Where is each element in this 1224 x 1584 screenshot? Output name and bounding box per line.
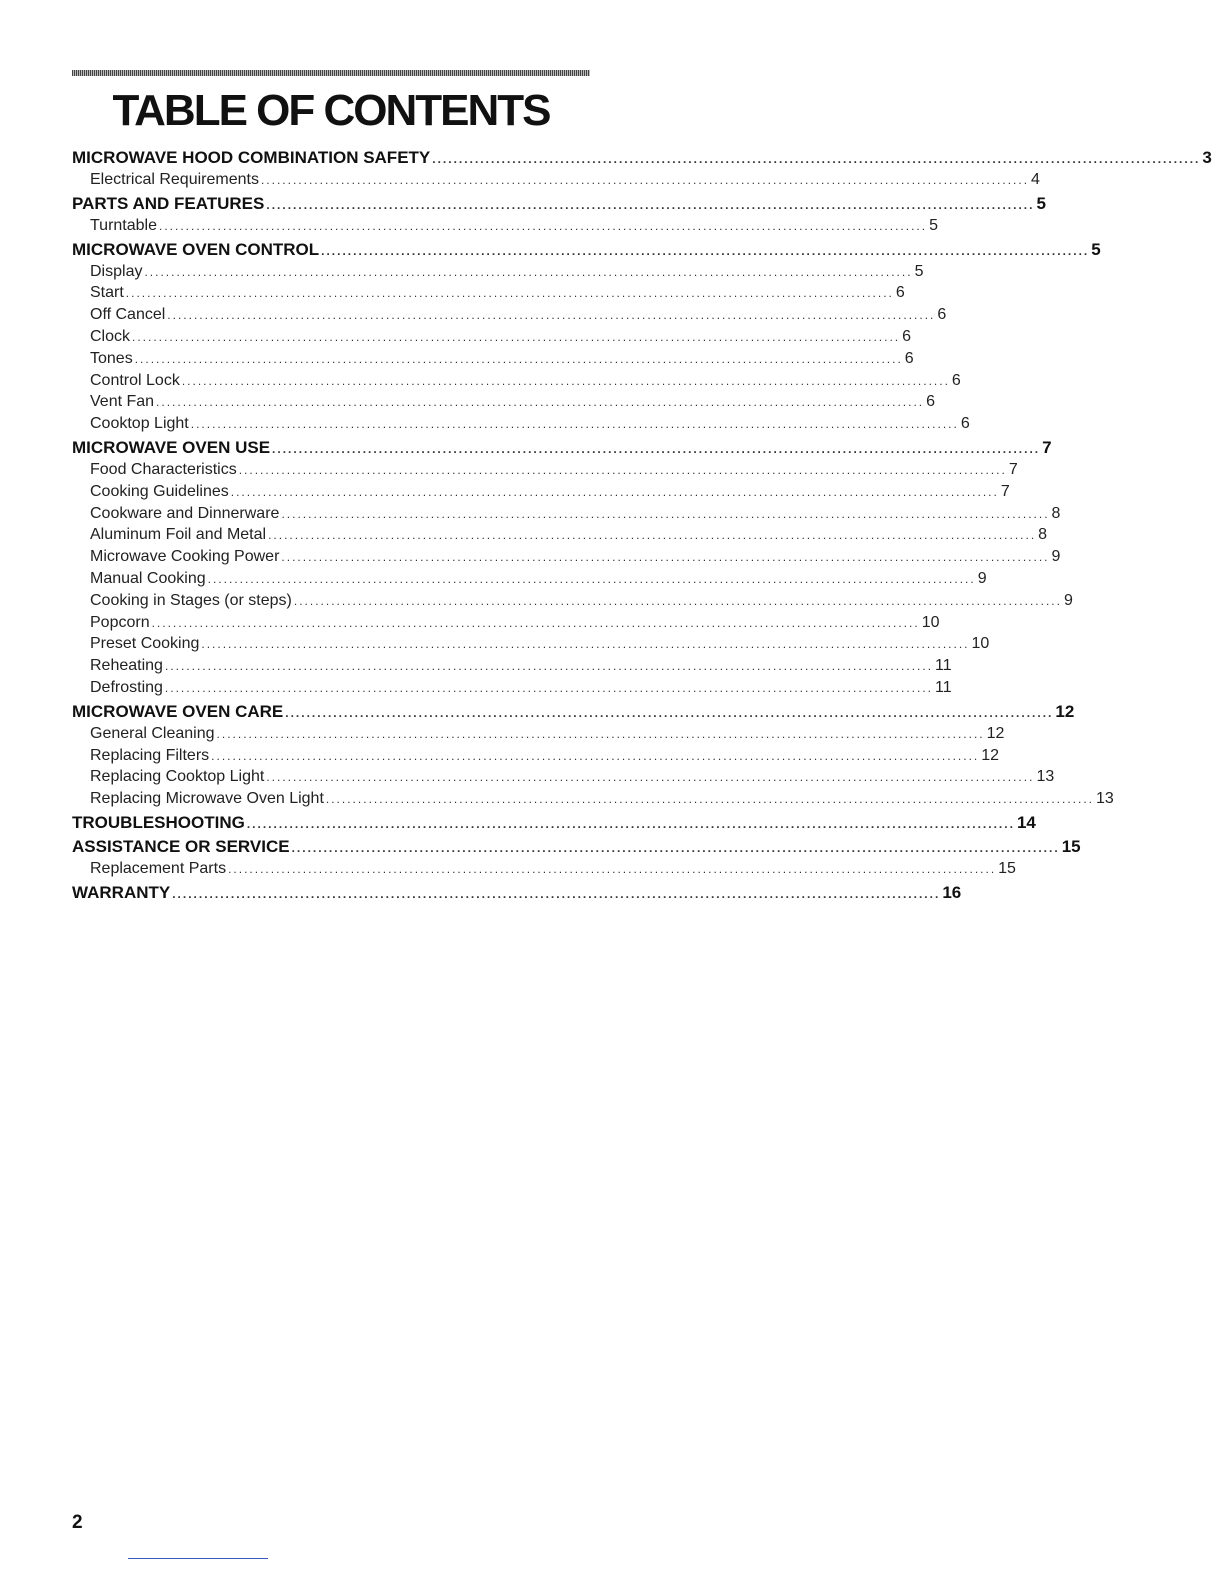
toc-subentry[interactable]: [72, 633, 990, 655]
toc-entry-page-number: 5: [914, 262, 924, 280]
toc-entry-label: Vent Fan: [90, 393, 155, 411]
toc-entry-page-number: 5: [1091, 239, 1101, 259]
header-rule: [72, 70, 590, 76]
dot-leader: ................................................................................................................................................: [325, 792, 1094, 807]
page-title: TABLE OF CONTENTS: [112, 86, 550, 135]
toc-subentry[interactable]: [72, 304, 947, 326]
dot-leader: ................................................................................................................................................: [291, 840, 1060, 855]
toc-entry-label: Food Characteristics: [90, 460, 237, 478]
toc-subentry[interactable]: [72, 546, 1061, 568]
dot-leader: ................................................................................................................................................: [246, 816, 1015, 831]
toc-subentry[interactable]: [72, 723, 1005, 745]
toc-entry-page-number: 5: [1036, 193, 1046, 213]
toc-entry-page-number: 12: [1055, 701, 1075, 721]
toc-subentry[interactable]: [72, 745, 1000, 767]
toc-entry-label: Tones: [90, 349, 133, 367]
dot-leader: ................................................................................................................................................: [266, 197, 1035, 212]
dot-leader: ................................................................................................................................................: [230, 484, 999, 499]
toc-subentry[interactable]: [72, 215, 938, 237]
toc-section-entry[interactable]: [72, 436, 1052, 459]
toc-entry-page-number: 9: [1051, 548, 1061, 566]
dot-leader: ................................................................................................................................................: [216, 726, 985, 741]
toc-section-entry[interactable]: [72, 238, 1101, 261]
dot-leader: ................................................................................................................................................: [125, 286, 894, 301]
toc-entry-label: Replacement Parts: [90, 859, 227, 877]
toc-entry-label: MICROWAVE HOOD COMBINATION SAFETY: [72, 148, 431, 167]
toc-entry-label: Display: [90, 262, 143, 280]
toc-entry-page-number: 8: [1038, 526, 1048, 544]
dot-leader: ................................................................................................................................................: [172, 886, 941, 901]
toc-section-entry[interactable]: [72, 835, 1081, 858]
toc-entry-page-number: 14: [1016, 812, 1036, 832]
toc-entry-label: TROUBLESHOOTING: [72, 812, 245, 832]
toc-subentry[interactable]: [72, 261, 924, 283]
toc-section-entry[interactable]: [72, 881, 962, 904]
toc-entry-page-number: 7: [1008, 460, 1018, 478]
toc-entry-label: General Cleaning: [90, 724, 215, 742]
toc-entry-label: Aluminum Foil and Metal: [90, 526, 267, 544]
toc-entry-label: WARRANTY: [72, 882, 171, 902]
dot-leader: ................................................................................................................................................: [167, 308, 936, 323]
toc-entry-label: Electrical Requirements: [90, 171, 259, 188]
toc-entry-page-number: 15: [1061, 836, 1081, 856]
toc-subentry[interactable]: [72, 348, 914, 370]
dot-leader: ................................................................................................................................................: [164, 659, 934, 674]
dot-leader: ................................................................................................................................................: [201, 637, 970, 652]
toc-subentry[interactable]: [72, 524, 1048, 546]
toc-entry-label: ASSISTANCE OR SERVICE: [72, 836, 290, 856]
dot-leader: ................................................................................................................................................: [190, 417, 959, 432]
dot-leader: ................................................................................................................................................: [211, 748, 980, 763]
toc-entry-page-number: 16: [942, 882, 962, 902]
footer-line: [128, 1558, 268, 1559]
toc-entry-page-number: 13: [1036, 768, 1055, 786]
toc-subentry[interactable]: [72, 590, 1073, 612]
toc-entry-label: Off Cancel: [90, 306, 166, 324]
toc-entry-label: Manual Cooking: [90, 569, 206, 587]
toc-entry-label: Preset Cooking: [90, 635, 200, 653]
toc-subentry[interactable]: [72, 282, 905, 304]
toc-entry-label: Cooking in Stages (or steps): [90, 591, 292, 609]
toc-subentry[interactable]: [72, 503, 1061, 525]
dot-leader: ................................................................................................................................................: [156, 395, 925, 410]
toc-entry-page-number: 11: [935, 678, 952, 696]
toc-subentry[interactable]: [72, 655, 952, 677]
dot-leader: ................................................................................................................................................: [281, 550, 1050, 565]
dot-leader: ................................................................................................................................................: [207, 571, 976, 586]
toc-entry-page-number: 8: [1051, 504, 1061, 522]
toc-entry-page-number: 12: [981, 746, 1000, 764]
toc-entry-label: Defrosting: [90, 678, 163, 696]
toc-entry-label: Microwave Cooking Power: [90, 548, 280, 566]
toc-entry-label: MICROWAVE OVEN CARE: [72, 701, 284, 721]
toc-subentry[interactable]: [72, 677, 952, 699]
toc-subentry[interactable]: [72, 568, 987, 590]
dot-leader: ................................................................................................................................................: [266, 770, 1035, 785]
toc-entry-label: MICROWAVE OVEN USE: [72, 437, 271, 457]
toc-entry-page-number: 5: [929, 216, 938, 234]
dot-leader: ................................................................................................................................................: [268, 528, 1037, 543]
toc-subentry[interactable]: [72, 370, 961, 392]
toc-entry-label: Cooktop Light: [90, 415, 189, 433]
toc-entry-label: Clock: [90, 327, 131, 345]
toc-subentry[interactable]: [72, 858, 1016, 880]
toc-entry-label: Reheating: [90, 657, 163, 675]
toc-entry-page-number: 7: [1000, 482, 1010, 500]
dot-leader: ................................................................................................................................................: [272, 441, 1041, 456]
toc-subentry[interactable]: [72, 413, 970, 435]
dot-leader: ................................................................................................................................................: [281, 506, 1050, 521]
toc-entry-label: Cookware and Dinnerware: [90, 504, 280, 522]
toc-entry-label: Start: [90, 284, 124, 302]
toc-entry-page-number: 15: [998, 859, 1016, 877]
toc-entry-page-number: 13: [1095, 790, 1114, 808]
toc-entry-label: PARTS AND FEATURES: [72, 193, 265, 213]
toc-entry-label: Popcorn: [90, 613, 150, 631]
toc-section-entry[interactable]: [72, 192, 1046, 215]
toc-entry-label: Replacing Microwave Oven Light: [90, 790, 324, 808]
toc-section-entry[interactable]: [72, 700, 1075, 723]
toc-entry-label: Replacing Cooktop Light: [90, 768, 265, 786]
page-number: 2: [72, 1512, 83, 1533]
toc-entry-page-number: 6: [904, 349, 914, 367]
dot-leader: ................................................................................................................................................: [151, 615, 920, 630]
toc-subentry[interactable]: [72, 481, 1010, 503]
dot-leader: ................................................................................................................................................: [144, 264, 913, 279]
toc-entry-page-number: 3: [1202, 148, 1212, 167]
toc-entry-page-number: 4: [1031, 171, 1040, 188]
dot-leader: ................................................................................................................................................: [159, 218, 928, 233]
toc-entry-label: Turntable: [90, 216, 157, 234]
toc-entry-page-number: 11: [935, 657, 952, 675]
toc-entry-page-number: 10: [971, 635, 990, 653]
dot-leader: ................................................................................................................................................: [285, 705, 1054, 720]
toc-entry-label: Replacing Filters: [90, 746, 210, 764]
dot-leader: ................................................................................................................................................: [164, 680, 934, 695]
toc-subentry[interactable]: [72, 326, 912, 348]
toc-entry-page-number: 7: [1042, 437, 1052, 457]
toc-entry-page-number: 9: [977, 569, 987, 587]
dot-leader: ................................................................................................................................................: [293, 593, 1062, 608]
dot-leader: ................................................................................................................................................: [181, 373, 950, 388]
toc-entry-page-number: 6: [937, 306, 947, 324]
toc-subentry[interactable]: [72, 612, 940, 634]
toc-section-entry[interactable]: [72, 146, 1212, 169]
toc-entry-page-number: 9: [1063, 591, 1073, 609]
toc-entry-label: Control Lock: [90, 371, 180, 389]
toc-subentry[interactable]: [72, 766, 1055, 788]
toc-entry-page-number: 10: [921, 613, 940, 631]
dot-leader: ................................................................................................................................................: [238, 462, 1007, 477]
table-of-contents: [72, 145, 1212, 904]
dot-leader: ................................................................................................................................................: [260, 173, 1030, 187]
toc-section-entry[interactable]: [72, 811, 1036, 834]
toc-subentry[interactable]: [72, 391, 936, 413]
toc-entry-page-number: 6: [926, 393, 936, 411]
dot-leader: ................................................................................................................................................: [132, 329, 901, 344]
dot-leader: ................................................................................................................................................: [134, 351, 903, 366]
toc-subentry[interactable]: [72, 169, 1040, 191]
toc-entry-label: MICROWAVE OVEN CONTROL: [72, 239, 320, 259]
toc-entry-label: Cooking Guidelines: [90, 482, 229, 500]
toc-entry-page-number: 12: [986, 724, 1005, 742]
toc-subentry[interactable]: [72, 788, 1114, 810]
toc-entry-page-number: 6: [960, 415, 970, 433]
toc-entry-page-number: 6: [902, 327, 912, 345]
toc-subentry[interactable]: [72, 459, 1018, 481]
toc-entry-page-number: 6: [895, 284, 905, 302]
dot-leader: ................................................................................................................................................: [321, 243, 1090, 258]
dot-leader: ................................................................................................................................................: [228, 861, 997, 876]
toc-entry-page-number: 6: [951, 371, 961, 389]
dot-leader: ................................................................................................................................................: [432, 152, 1201, 166]
